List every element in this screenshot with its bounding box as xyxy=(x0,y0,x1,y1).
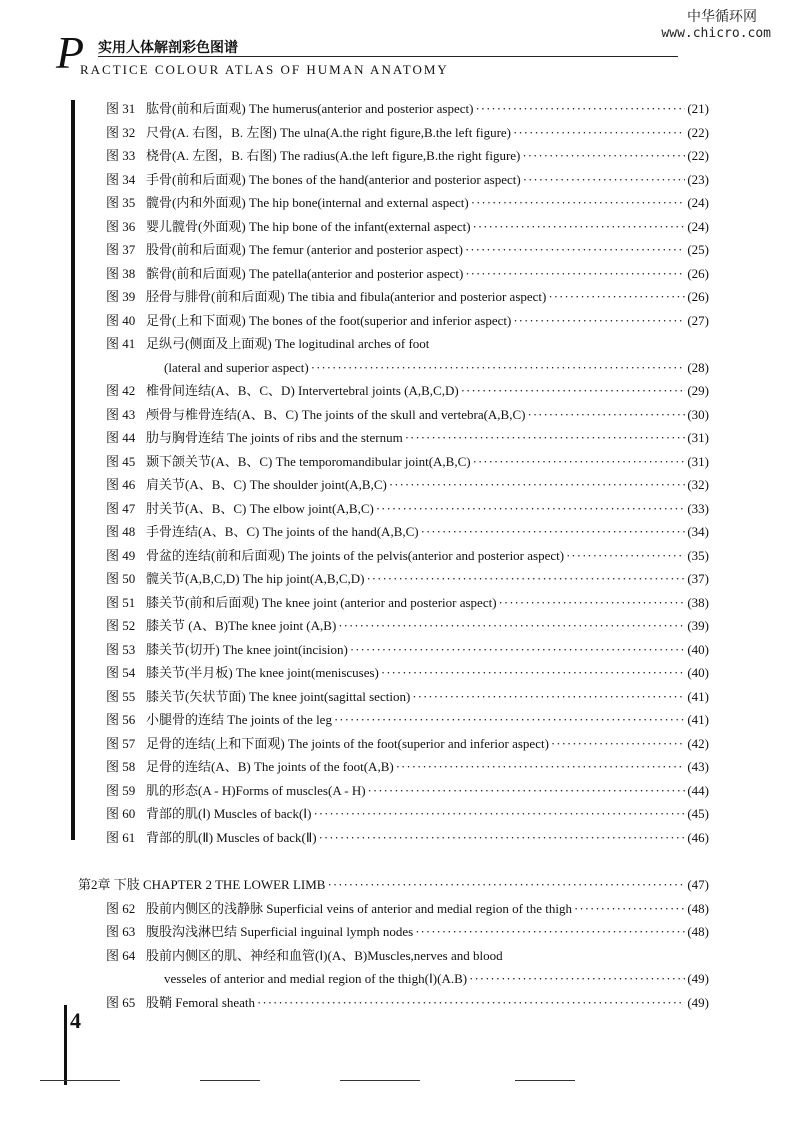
entry-title: 股鞘 Femoral sheath xyxy=(146,994,256,1010)
figure-number: 图 42 xyxy=(106,383,136,398)
dot-leader xyxy=(527,403,685,427)
figure-number: 图 57 xyxy=(106,735,136,751)
dot-leader xyxy=(389,473,685,497)
entry-title: 胫骨与腓骨(前和后面观) The tibia and fibula(anterior and posterior aspect) xyxy=(146,289,547,304)
toc-entry xyxy=(106,779,709,803)
dot-leader xyxy=(473,215,686,239)
dot-leader xyxy=(338,614,685,638)
entry-page: (37) xyxy=(687,571,709,586)
dot-leader xyxy=(415,920,685,944)
entry-title: 股骨(前和后面观) The femur (anterior and posterior aspect) xyxy=(146,242,463,257)
entry-page: (28) xyxy=(687,359,709,375)
toc-entry xyxy=(106,614,709,638)
entry-title: 膝关节(切开) The knee joint(incision) xyxy=(146,641,348,657)
dot-leader xyxy=(469,967,685,991)
entry-title: 肩关节(A、B、C) The shoulder joint(A,B,C) xyxy=(146,477,387,492)
entry-title: 颞下颌关节(A、B、C) The temporomandibular joint(A,B,C) xyxy=(146,453,471,469)
footer-bar xyxy=(64,1005,67,1085)
toc-entry xyxy=(106,897,709,921)
figure-number: 图 36 xyxy=(106,218,136,234)
entry-page: (48) xyxy=(687,900,709,916)
toc-entry xyxy=(106,191,709,215)
figure-number: 图 60 xyxy=(106,806,136,821)
entry-page: (26) xyxy=(687,265,709,281)
toc-entry xyxy=(106,732,709,756)
entry-page: (33) xyxy=(687,500,709,516)
toc-entry xyxy=(106,544,709,568)
dot-leader xyxy=(465,238,685,262)
entry-title-continued: vesseles of anterior and medial region of the thigh(Ⅰ)(A.B) xyxy=(164,971,468,986)
toc-entry xyxy=(106,309,709,333)
entry-title-continued: (lateral and superior aspect) xyxy=(164,359,309,375)
entry-page: (24) xyxy=(687,195,709,210)
dot-leader xyxy=(522,144,685,168)
figure-number: 图 40 xyxy=(106,312,136,328)
dot-leader xyxy=(257,991,685,1015)
dot-leader xyxy=(350,638,686,662)
toc-entry xyxy=(106,685,709,709)
toc-entry xyxy=(106,450,709,474)
dot-leader xyxy=(513,121,685,145)
entry-title: 足骨的连结(A、B) The joints of the foot(A,B) xyxy=(146,759,394,774)
entry-title: 肌的形态(A - H)Forms of muscles(A - H) xyxy=(146,782,366,798)
entry-page: (35) xyxy=(687,547,709,563)
entry-page: (41) xyxy=(687,688,709,704)
figure-number: 图 59 xyxy=(106,782,136,798)
watermark-url: www.chicro.com xyxy=(661,26,771,41)
left-margin-bar xyxy=(71,100,75,840)
figure-number: 图 31 xyxy=(106,101,136,116)
toc-entry xyxy=(106,473,709,497)
entry-title: 足纵弓(侧面及上面观) The logitudinal arches of foot xyxy=(146,336,430,351)
entry-page: (49) xyxy=(687,971,709,986)
footer-rule xyxy=(515,1080,575,1081)
entry-page: (45) xyxy=(687,806,709,821)
toc-entry xyxy=(106,920,709,944)
toc-entry xyxy=(106,661,709,685)
entry-page: (44) xyxy=(687,782,709,798)
entry-title: 小腿骨的连结 The joints of the leg xyxy=(146,712,332,727)
entry-page: (25) xyxy=(687,242,709,257)
toc-entry xyxy=(106,262,709,286)
dot-leader xyxy=(334,708,685,732)
entry-title: 背部的肌(Ⅱ) Muscles of back(Ⅱ) xyxy=(146,829,317,845)
dot-leader xyxy=(366,567,685,591)
figure-number: 图 49 xyxy=(106,547,136,563)
dot-leader xyxy=(412,685,685,709)
toc-entry xyxy=(106,97,709,121)
toc-entry xyxy=(106,215,709,239)
figure-number: 图 58 xyxy=(106,759,136,774)
dot-leader xyxy=(368,779,686,803)
figure-number: 图 47 xyxy=(106,500,136,516)
toc-entry xyxy=(106,826,709,850)
figure-number: 图 38 xyxy=(106,265,136,281)
toc-entry xyxy=(106,238,709,262)
figure-number: 图 48 xyxy=(106,524,136,539)
figure-number: 图 56 xyxy=(106,712,136,727)
figure-number: 图 54 xyxy=(106,665,136,680)
chapter-heading xyxy=(78,873,709,897)
figure-number: 图 35 xyxy=(106,195,136,210)
entry-page: (46) xyxy=(687,829,709,845)
chapter-title: 第2章 下肢 CHAPTER 2 THE LOWER LIMB xyxy=(78,877,326,892)
entry-title: 椎骨间连结(A、B、C、D) Intervertebral joints (A,B,C,D) xyxy=(146,383,459,398)
dot-leader xyxy=(465,262,685,286)
entry-page: (38) xyxy=(687,594,709,610)
dot-leader xyxy=(574,897,685,921)
entry-title: 桡骨(A. 左图，B. 右图) The radius(A.the left figure,B.the right figure) xyxy=(146,148,521,163)
toc-entry xyxy=(106,755,709,779)
entry-title: 骨盆的连结(前和后面观) The joints of the pelvis(anterior and posterior aspect) xyxy=(146,547,565,563)
entry-page: (49) xyxy=(687,994,709,1010)
entry-page: (31) xyxy=(687,453,709,469)
entry-page: (32) xyxy=(687,477,709,492)
entry-title: 肋与胸骨连结 The joints of ribs and the sternum xyxy=(146,430,403,445)
toc-entry xyxy=(106,168,709,192)
toc-entry xyxy=(106,497,709,521)
dot-leader xyxy=(381,661,685,685)
toc-entry xyxy=(106,802,709,826)
entry-page: (42) xyxy=(687,735,709,751)
figure-number: 图 39 xyxy=(106,289,136,304)
entry-title: 髋骨(内和外面观) The hip bone(internal and external aspect) xyxy=(146,195,469,210)
entry-page: (22) xyxy=(687,124,709,140)
entry-title: 背部的肌(Ⅰ) Muscles of back(Ⅰ) xyxy=(146,806,312,821)
page-number: 4 xyxy=(70,1008,81,1033)
dot-leader xyxy=(327,873,685,897)
entry-title: 颅骨与椎骨连结(A、B、C) The joints of the skull and vertebra(A,B,C) xyxy=(146,406,526,422)
figure-number: 图 44 xyxy=(106,430,136,445)
watermark-site-name: 中华循环网 xyxy=(687,9,757,25)
toc-entry xyxy=(106,567,709,591)
entry-page: (40) xyxy=(687,665,709,680)
figure-number: 图 51 xyxy=(106,594,136,610)
footer-rule xyxy=(40,1080,120,1081)
figure-number: 图 62 xyxy=(106,900,136,916)
entry-title: 肘关节(A、B、C) The elbow joint(A,B,C) xyxy=(146,500,374,516)
toc-entry-continuation xyxy=(106,356,709,380)
toc-entry xyxy=(106,708,709,732)
entry-page: (21) xyxy=(687,101,709,116)
book-title-cn: 实用人体解剖彩色图谱 xyxy=(98,40,238,56)
figure-number: 图 41 xyxy=(106,336,136,351)
figure-number: 图 64 xyxy=(106,947,136,963)
figure-number: 图 63 xyxy=(106,924,136,939)
entry-page: (34) xyxy=(687,524,709,539)
entry-title: 膝关节 (A、B)The knee joint (A,B) xyxy=(146,618,337,633)
entry-page: (48) xyxy=(687,924,709,939)
figure-number: 图 32 xyxy=(106,124,136,140)
dot-leader xyxy=(566,544,685,568)
figure-number: 图 52 xyxy=(106,618,136,633)
chapter-page: (47) xyxy=(687,877,709,892)
toc-entry xyxy=(106,426,709,450)
entry-title: 髋关节(A,B,C,D) The hip joint(A,B,C,D) xyxy=(146,571,365,586)
toc-entry xyxy=(106,403,709,427)
figure-number: 图 50 xyxy=(106,571,136,586)
figure-number: 图 34 xyxy=(106,171,136,187)
dot-leader xyxy=(513,309,685,333)
figure-number: 图 33 xyxy=(106,148,136,163)
table-of-contents xyxy=(78,97,709,1014)
toc-entry-continuation xyxy=(106,967,709,991)
figure-number: 图 65 xyxy=(106,994,136,1010)
entry-page: (40) xyxy=(687,641,709,657)
entry-page: (24) xyxy=(687,218,709,234)
figure-number: 图 43 xyxy=(106,406,136,422)
header-rule xyxy=(98,56,678,57)
entry-page: (39) xyxy=(687,618,709,633)
entry-title: 股前内侧区的浅静脉 Superficial veins of anterior and medial region of the thigh xyxy=(146,900,573,916)
dot-leader xyxy=(319,826,686,850)
figure-number: 图 53 xyxy=(106,641,136,657)
footer-rule xyxy=(200,1080,260,1081)
entry-title: 婴儿髋骨(外面观) The hip bone of the infant(external aspect) xyxy=(146,218,471,234)
toc-entry xyxy=(106,944,709,968)
figure-number: 图 45 xyxy=(106,453,136,469)
entry-title: 手骨连结(A、B、C) The joints of the hand(A,B,C) xyxy=(146,524,419,539)
entry-title: 股前内侧区的肌、神经和血管(Ⅰ)(A、B)Muscles,nerves and blood xyxy=(146,947,503,963)
entry-page: (30) xyxy=(687,406,709,422)
footer-rule xyxy=(340,1080,420,1081)
entry-page: (23) xyxy=(687,171,709,187)
dot-leader xyxy=(313,802,685,826)
toc-entry xyxy=(106,591,709,615)
toc-entry xyxy=(106,121,709,145)
entry-page: (26) xyxy=(687,289,709,304)
entry-title: 腹股沟浅淋巴结 Superficial inguinal lymph nodes xyxy=(146,924,414,939)
dot-leader xyxy=(405,426,686,450)
entry-title: 髌骨(前和后面观) The patella(anterior and posterior aspect) xyxy=(146,265,464,281)
book-title-en: RACTICE COLOUR ATLAS OF HUMAN ANATOMY xyxy=(80,62,449,77)
dot-leader xyxy=(551,732,685,756)
book-logo: P xyxy=(56,27,85,78)
dot-leader xyxy=(473,450,686,474)
dot-leader xyxy=(396,755,686,779)
dot-leader xyxy=(421,520,686,544)
entry-page: (22) xyxy=(687,148,709,163)
toc-entry xyxy=(106,144,709,168)
entry-title: 足骨(上和下面观) The bones of the foot(superior and inferior aspect) xyxy=(146,312,512,328)
entry-title: 膝关节(前和后面观) The knee joint (anterior and posterior aspect) xyxy=(146,594,497,610)
dot-leader xyxy=(499,591,686,615)
entry-page: (27) xyxy=(687,312,709,328)
toc-entry xyxy=(106,379,709,403)
dot-leader xyxy=(475,97,685,121)
entry-page: (29) xyxy=(687,383,709,398)
toc-entry xyxy=(106,991,709,1015)
figure-number: 图 37 xyxy=(106,242,136,257)
entry-title: 肱骨(前和后面观) The humerus(anterior and posterior aspect) xyxy=(146,101,474,116)
entry-title: 膝关节(矢状节面) The knee joint(sagittal section) xyxy=(146,688,411,704)
entry-page: (31) xyxy=(687,430,709,445)
entry-title: 膝关节(半月板) The knee joint(meniscuses) xyxy=(146,665,379,680)
entry-title: 足骨的连结(上和下面观) The joints of the foot(superior and inferior aspect) xyxy=(146,735,549,751)
toc-entry xyxy=(106,285,709,309)
entry-page: (43) xyxy=(687,759,709,774)
dot-leader xyxy=(311,356,686,380)
dot-leader xyxy=(376,497,685,521)
entry-title: 手骨(前和后面观) The bones of the hand(anterior and posterior aspect) xyxy=(146,171,521,187)
dot-leader xyxy=(548,285,685,309)
toc-entry xyxy=(106,520,709,544)
dot-leader xyxy=(461,379,686,403)
figure-number: 图 61 xyxy=(106,829,136,845)
toc-entry xyxy=(106,638,709,662)
dot-leader xyxy=(523,168,686,192)
toc-entry xyxy=(106,332,709,356)
figure-number: 图 46 xyxy=(106,477,136,492)
entry-page: (41) xyxy=(687,712,709,727)
section-gap xyxy=(106,849,709,873)
figure-number: 图 55 xyxy=(106,688,136,704)
dot-leader xyxy=(471,191,686,215)
entry-title: 尺骨(A. 右图，B. 左图) The ulna(A.the right figure,B.the left figure) xyxy=(146,124,511,140)
